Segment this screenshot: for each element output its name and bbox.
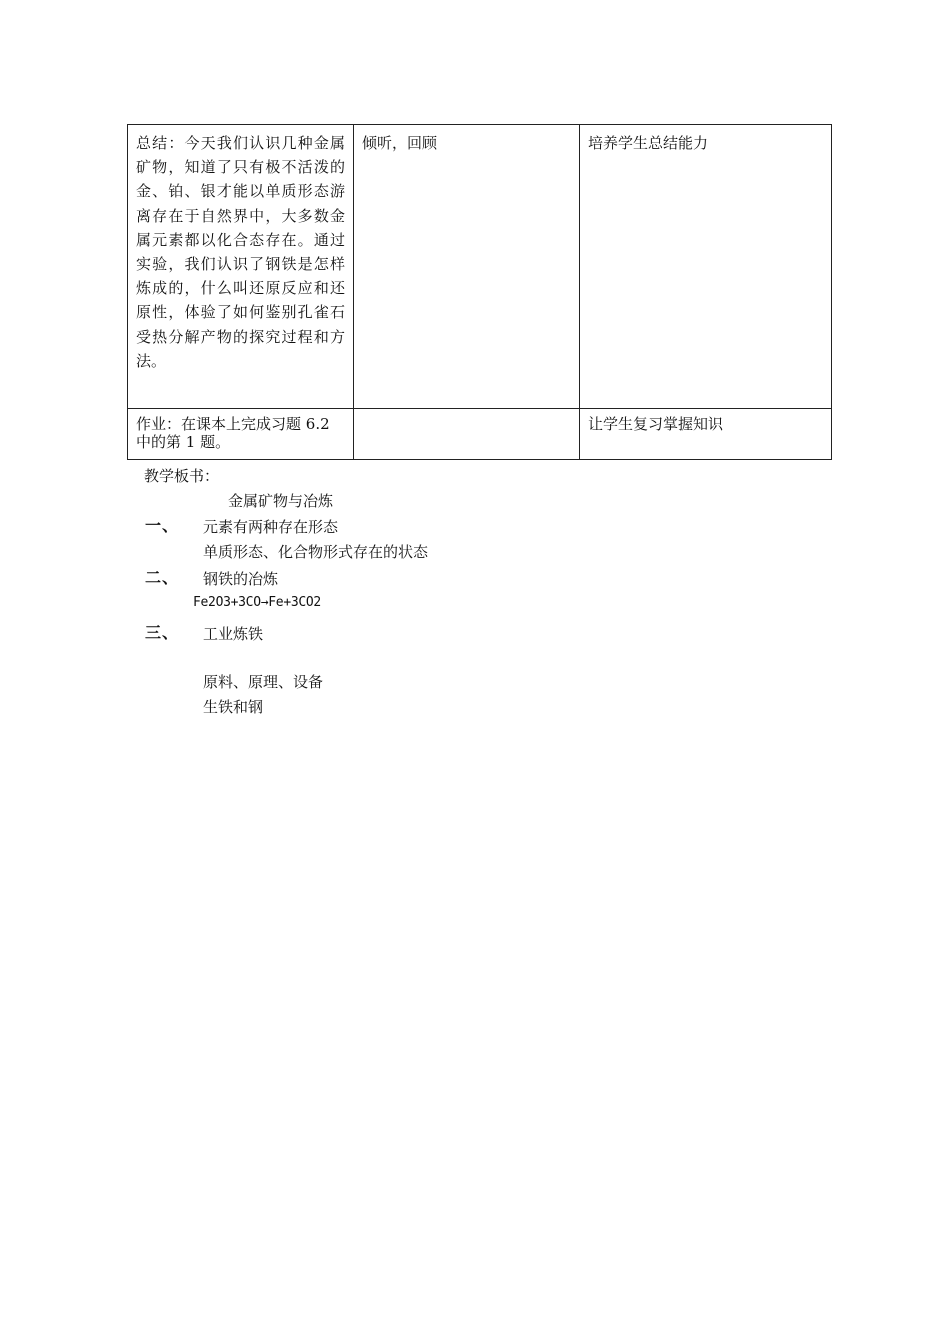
section-3-number: 三、 xyxy=(145,623,180,642)
section-3-detail-2: 生铁和钢 xyxy=(203,698,264,716)
student-activity-cell: 倾听，回顾 xyxy=(354,125,580,409)
teacher-activity-cell: 作业：在课本上完成习题 6.2 中的第 1 题。 xyxy=(128,409,354,460)
section-1-detail: 单质形态、化合物形式存在的状态 xyxy=(203,543,429,561)
design-intent-cell: 培养学生总结能力 xyxy=(580,125,832,409)
board-label: 教学板书： xyxy=(144,467,220,485)
teacher-activity-cell: 总结：今天我们认识几种金属矿物，知道了只有极不活泼的金、铂、银才能以单质形态游离存在于自然界中，大多数金属元素都以化合态存在。通过实验，我们认识了钢铁是怎样炼成的，什么叫还原反应和还原性，体验了如何鉴别孔雀石受热分解产物的探究过程和方法。 xyxy=(128,125,354,409)
section-3-detail-1: 原料、原理、设备 xyxy=(203,673,324,691)
student-activity-cell xyxy=(354,409,580,460)
board-title: 金属矿物与冶炼 xyxy=(228,492,334,510)
table-row xyxy=(128,125,832,409)
section-1-title: 元素有两种存在形态 xyxy=(203,518,339,536)
section-2-number: 二、 xyxy=(145,568,180,587)
table-row xyxy=(128,409,832,460)
section-2-formula: Fe2O3+3CO→Fe+3CO2 xyxy=(193,595,321,610)
lesson-table xyxy=(127,124,832,460)
design-intent-cell: 让学生复习掌握知识 xyxy=(580,409,832,460)
section-3-title: 工业炼铁 xyxy=(203,625,264,643)
section-2-title: 钢铁的冶炼 xyxy=(203,570,279,588)
section-1-number: 一、 xyxy=(145,516,180,535)
